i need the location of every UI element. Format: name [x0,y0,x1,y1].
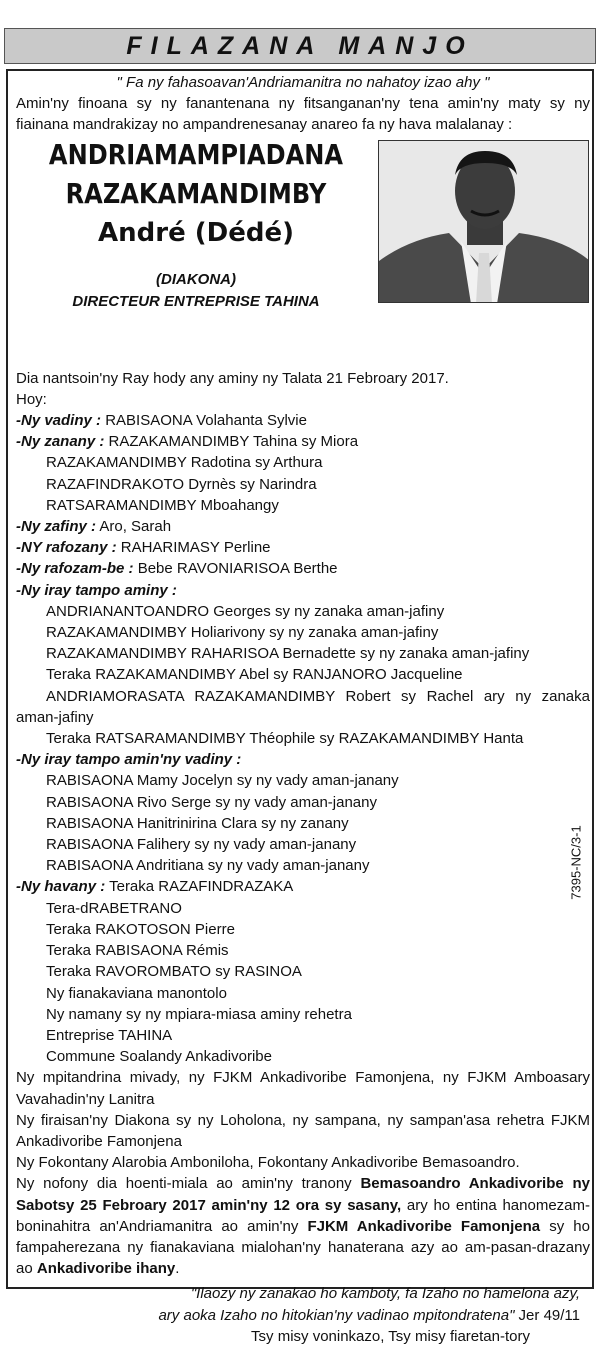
opening-quote: " Fa ny fahasoavan'Andriamanitra no nahatoy izao ahy " [116,74,490,91]
funeral-place: Ankadivoribe ihany [36,1260,176,1278]
funeral-text-1: Ny nofony dia hoenti-miala ao amin'ny tranony [16,1175,361,1193]
header-title: FILAZANA MANJO [126,31,474,60]
list-item: ANDRIANANTOANDRO Georges sy ny zanaka aman-jafiny [46,602,445,620]
in-law-label: -NY rafozany : [16,539,117,557]
notice-body [16,72,590,1347]
grandchildren-line [16,516,590,537]
relatives-first: Teraka RAZAFINDRAZAKA [105,878,294,896]
ad-reference-code [566,810,586,920]
grandchildren-names: Aro, Sarah [96,518,172,536]
list-item: Teraka RABISAONA Rémis [46,942,229,960]
list-item: RABISAONA Mamy Jocelyn sy ny vady aman-janany [46,772,399,790]
siblings-heading [16,580,590,601]
portrait-image [379,141,589,303]
funeral-text-4: . [175,1260,180,1278]
funeral-date: Bemasoandro Ankadivoribe ny Sabotsy 25 Febroary 2017 amin'ny 12 ora sy sasany, [16,1175,590,1214]
funeral-church: FJKM Ankadivoribe Famonjena [307,1217,541,1235]
deceased-photo [378,140,589,303]
ad-code-text: 7395-NC/3-1 [568,825,584,900]
list-item: RATSARAMANDIMBY Mboahangy [46,496,279,514]
hoy-label: Hoy: [16,390,47,408]
spouse-siblings-label: -Ny iray tampo amin'ny vadiny : [16,751,242,769]
grand-in-law-label: -Ny rafozam-be : [16,560,134,578]
list-item: Entreprise TAHINA [46,1026,173,1044]
deceased-first-name: André (Dédé) [98,217,294,248]
deceased-family-name: RAZAKAMANDIMBY [65,176,327,210]
list-item: RAZAKAMANDIMBY Radotina sy Arthura [46,454,323,472]
funeral-paragraph [16,1173,590,1279]
list-item: Ny fianakaviana manontolo [46,984,227,1002]
spouse-siblings-heading [16,749,590,770]
list-item: RAZAKAMANDIMBY RAHARISOA Bernadette sy ny zanaka aman-jafiny [46,645,530,663]
list-item: RAZAFINDRAKOTO Dyrnès sy Narindra [46,475,317,493]
list-item: RABISAONA Rivo Serge sy ny vady aman-janany [46,793,377,811]
closing-quote-text: ary aoka Izaho no hitokian'ny vadinao mpitondratena" [158,1306,515,1324]
death-notice: Dia nantsoin'ny Ray hody any aminy ny Talata 21 Febroary 2017. [16,369,449,387]
list-item: ANDRIAMORASATA RAZAKAMANDIMBY Robert sy Rachel ary ny zanaka aman-jafiny [16,687,590,726]
funeral-text-2: ary ho entina hanomezam-boninahitra an'Andriamanitra ao amin'ny [16,1196,591,1235]
deceased-position: DIRECTEUR ENTREPRISE TAHINA [72,292,320,310]
final-line: Tsy misy voninkazo, Tsy misy fiaretan-tory [251,1327,530,1345]
list-item: Teraka RATSARAMANDIMBY Théophile sy RAZAKAMANDIMBY Hanta [46,730,524,748]
list-item: Teraka RAVOROMBATO sy RASINOA [46,963,302,981]
deceased-block [16,136,590,368]
spouse-name: RABISAONA Volahanta Sylvie [101,412,307,430]
funeral-text-3: sy ho fampaherezana ny fianakaviana mialohan'ny hanaterana azy ao am-pasan-drazany ao [16,1217,590,1278]
fokontany-paragraph: Ny Fokontany Alarobia Amboniloha, Fokontany Ankadivoribe Bemasoandro. [16,1154,520,1172]
in-law-name: RAHARIMASY Perline [116,539,271,557]
intro-paragraph: Amin'ny finoana sy ny fanantenana ny fitsanganan'ny tena amin'ny maty sy ny fiainana mandrakizay no ampandrenesanay anareo fa ny hava malalanay : [16,95,590,134]
list-item: Teraka RAZAKAMANDIMBY Abel sy RANJANORO Jacqueline [46,666,463,684]
children-first: RAZAKAMANDIMBY Tahina sy Miora [104,433,359,451]
list-item: Tera-dRABETRANO [46,899,182,917]
children-line [16,431,590,452]
relatives-label: -Ny havany : [16,878,106,896]
list-item: Commune Soalandy Ankadivoribe [46,1048,272,1066]
list-item: RABISAONA Falihery sy ny vady aman-janany [46,836,357,854]
spouse-line [16,410,590,431]
deceased-surname: ANDRIAMAMPIADANA [48,137,344,171]
list-item: Teraka RAKOTOSON Pierre [46,920,235,938]
spouse-label: -Ny vadiny : [16,412,102,430]
siblings-label: -Ny iray tampo aminy : [16,581,177,599]
list-item: RAZAKAMANDIMBY Holiarivony sy ny zanaka aman-jafiny [46,624,439,642]
closing-quote-line2 [16,1305,590,1326]
relatives-line [16,876,590,897]
children-label: -Ny zanany : [16,433,105,451]
church-paragraph: Ny mpitandrina mivady, ny FJKM Ankadivoribe Famonjena, ny FJKM Amboasary Vavahadin'ny Lanitra [16,1069,590,1108]
list-item: RABISAONA Hanitrinirina Clara sy ny zanany [46,814,349,832]
list-item: Ny namany sy ny mpiara-miasa aminy rehetra [46,1005,352,1023]
deacons-paragraph: Ny firaisan'ny Diakona sy ny Loholona, ny sampana, ny sampan'asa rehetra FJKM Ankadivoribe Famonjena [16,1111,590,1150]
grand-in-law-line [16,558,590,579]
in-law-line [16,537,590,558]
notice-header [4,28,596,64]
grandchildren-label: -Ny zafiny : [16,518,97,536]
closing-quote-line1: "Ilaozy ny zanakao ho kamboty, fa Izaho no hamelona azy, [190,1285,580,1303]
deceased-title: (DIAKONA) [156,270,236,288]
list-item: RABISAONA Andritiana sy ny vady aman-janany [46,857,370,875]
grand-in-law-name: Bebe RAVONIARISOA Berthe [133,560,338,578]
scripture-reference: Jer 49/11 [514,1306,580,1324]
